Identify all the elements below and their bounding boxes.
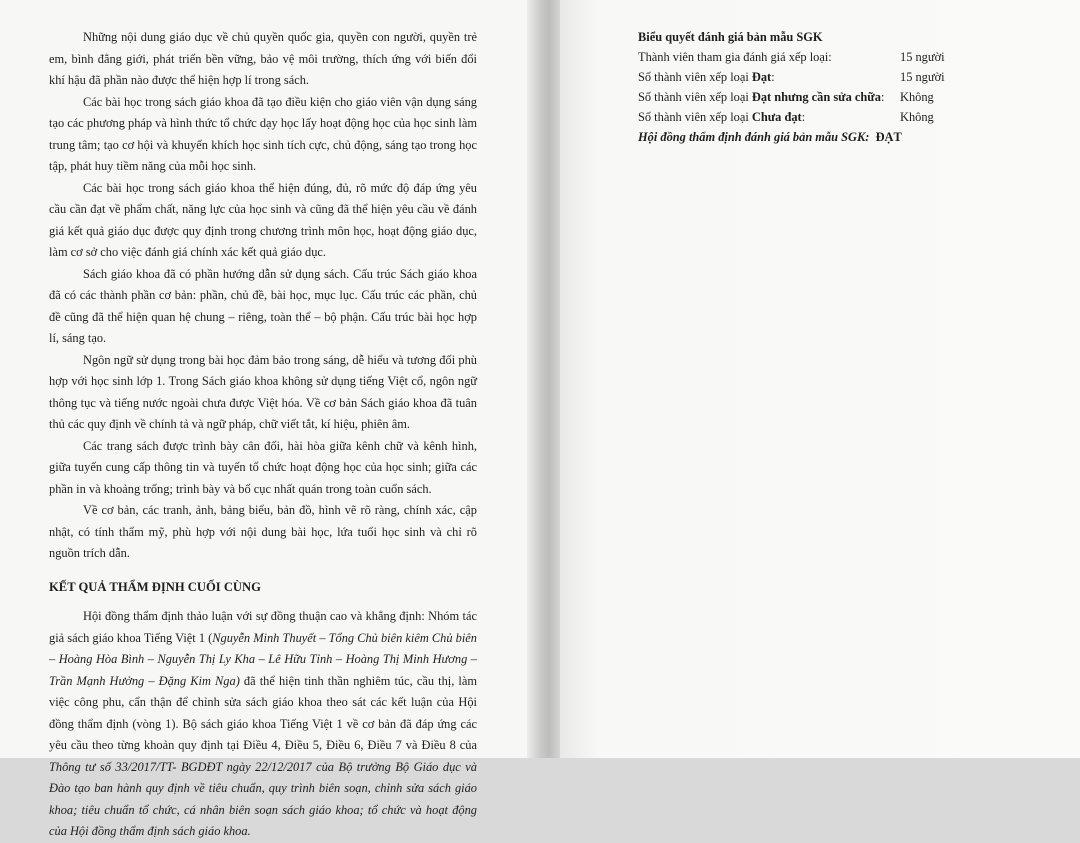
paragraph-6: Các trang sách được trình bày cân đối, hài hòa giữa kênh chữ và kênh hình, giữa tuyến cung cấp thông tin và tuyến tổ chức hoạt động học của học sinh; giữa các phần in và khoảng trống; trình bày và bố cục nhất quán trong toàn cuốn sách. bbox=[49, 438, 477, 496]
vote-title: Biểu quyết đánh giá bản mẫu SGK bbox=[638, 30, 823, 44]
vote-label-prefix: Số thành viên xếp loại bbox=[638, 70, 752, 84]
vote-row bbox=[638, 107, 968, 127]
vote-value: 15 người bbox=[900, 50, 945, 64]
final-verdict-label: Hội đồng thẩm định đánh giá bản mẫu SGK: bbox=[638, 130, 870, 144]
final-paragraph bbox=[49, 606, 477, 843]
vote-value: 15 người bbox=[900, 70, 945, 84]
section-heading: KẾT QUẢ THẨM ĐỊNH CUỐI CÙNG bbox=[49, 579, 261, 594]
final-authors: Nguyễn Minh Thuyết – Tổng Chủ biên kiêm Chủ biên – Hoàng Hòa Bình – Nguyễn Thị Ly Kha – Lê Hữu Tỉnh – Hoàng Thị Minh Hương – Trần Mạnh Hưởng – Đặng Kim Nga) bbox=[49, 630, 477, 688]
final-text-2: đã thể hiện tinh thần nghiêm túc, cầu thị, làm việc công phu, cẩn thận để chỉnh sửa sách giáo khoa theo sát các kết luận của Hội đồng thẩm định (vòng 1). Bộ sách giáo khoa Tiếng Việt 1 về cơ bản đã đáp ứng các yêu cầu theo từng khoản quy định tại Điều 4, Điều 5, Điều 6, Điều 7 và Điều 8 của bbox=[49, 673, 477, 752]
vote-summary bbox=[638, 27, 968, 147]
vote-label bbox=[638, 67, 775, 87]
vote-label-bold: Đạt nhưng cần sửa chữa bbox=[751, 90, 881, 104]
vote-row bbox=[638, 47, 968, 67]
paragraph-5: Ngôn ngữ sử dụng trong bài học đảm bảo trong sáng, dễ hiểu và tương đối phù hợp với học sinh lớp 1. Trong Sách giáo khoa không sử dụng tiếng Việt cổ, ngôn ngữ thông tục và tiếng nước ngoài chưa được Việt hóa. Về cơ bản Sách giáo khoa đã tuân thủ các quy định về chính tả và ngữ pháp, chữ viết tắt, kí hiệu, phiên âm. bbox=[49, 352, 477, 431]
vote-label-bold: Đạt bbox=[751, 70, 772, 84]
vote-label-suffix: : bbox=[801, 110, 806, 124]
paragraph-4: Sách giáo khoa đã có phần hướng dẫn sử dụng sách. Cấu trúc Sách giáo khoa đã có các thành phần cơ bản: phần, chủ đề, bài học, mục lục. Cấu trúc các phần, chủ đề cũng đã thể hiện quan hệ chung – riêng, toàn thể – bộ phận. Cấu trúc bài học hợp lí, sáng tạo. bbox=[49, 266, 477, 345]
final-verdict bbox=[638, 127, 968, 147]
paragraph-3: Các bài học trong sách giáo khoa thể hiện đúng, đủ, rõ mức độ đáp ứng yêu cầu cần đạt về phẩm chất, năng lực của học sinh và cũng đã thể hiện yêu cầu về đánh giá kết quả giáo dục được quy định trong chương trình môn học, hoạt động giáo dục, làm cơ sở cho việc đánh giá chính xác kết quả giáo dục. bbox=[49, 180, 477, 259]
final-circular: Thông tư số 33/2017/TT- BGDĐT ngày 22/12/2017 của Bộ trưởng Bộ Giáo dục và Đào tạo ban hành quy định về tiêu chuẩn, quy trình biên soạn, chỉnh sửa sách giáo khoa; tiêu chuẩn tổ chức, cá nhân biên soạn sách giáo khoa; tổ chức và hoạt động của Hội đồng thẩm định sách giáo khoa. bbox=[49, 759, 477, 838]
paragraph-7: Về cơ bản, các tranh, ảnh, bảng biểu, bản đồ, hình vẽ rõ ràng, chính xác, cập nhật, có tính thẩm mỹ, phù hợp với nội dung bài học, lứa tuổi học sinh và chỉ rõ nguồn trích dẫn. bbox=[49, 503, 477, 560]
paragraph-2: Các bài học trong sách giáo khoa đã tạo điều kiện cho giáo viên vận dụng sáng tạo các phương pháp và hình thức tổ chức dạy học lấy hoạt động học của học sinh làm trung tâm; tạo cơ hội và khuyến khích học sinh tích cực, chủ động, sáng tạo trong học tập, phát huy tiềm năng của mỗi học sinh. bbox=[49, 94, 477, 173]
vote-label bbox=[638, 107, 805, 127]
vote-label-prefix: Thành viên tham gia đánh giá xếp loại: bbox=[638, 50, 832, 64]
left-page-text bbox=[49, 27, 477, 843]
vote-label bbox=[638, 87, 884, 107]
paragraph-1: Những nội dung giáo dục về chủ quyền quốc gia, quyền con người, quyền trẻ em, bình đẳng giới, phát triển bền vững, bảo vệ môi trường, thích ứng với biến đổi khí hậu đã phần nào được thể hiện hợp lí trong sách. bbox=[49, 30, 477, 87]
vote-label bbox=[638, 47, 832, 67]
vote-label-prefix: Số thành viên xếp loại bbox=[638, 110, 752, 124]
vote-label-suffix: : bbox=[880, 90, 885, 104]
vote-row bbox=[638, 67, 968, 87]
vote-row bbox=[638, 87, 968, 107]
vote-label-suffix: : bbox=[771, 70, 775, 84]
vote-label-bold: Chưa đạt bbox=[751, 110, 802, 124]
vote-value: Không bbox=[900, 110, 934, 124]
final-text-1: Hội đồng thẩm định thảo luận với sự đồng thuận cao và khẳng định: Nhóm tác giả sách giáo khoa Tiếng Việt 1 ( bbox=[49, 609, 477, 645]
vote-value: Không bbox=[900, 90, 934, 104]
vote-label-prefix: Số thành viên xếp loại bbox=[638, 90, 752, 104]
final-verdict-result: ĐẠT bbox=[875, 130, 902, 144]
